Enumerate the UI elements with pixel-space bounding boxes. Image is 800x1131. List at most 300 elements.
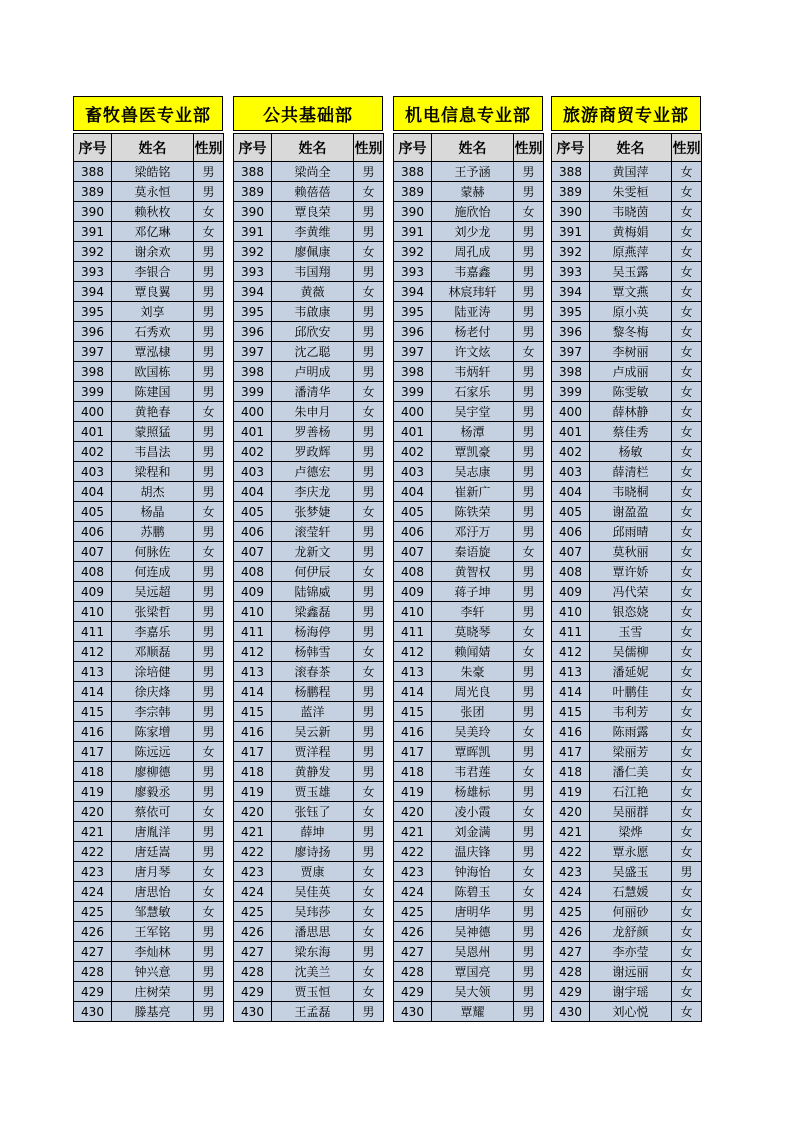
cell-name: 钟兴意 [112, 962, 194, 982]
cell-name: 吴盛玉 [590, 862, 672, 882]
table-row [394, 382, 544, 402]
cell-number: 430 [74, 1002, 112, 1022]
cell-gender: 女 [672, 842, 702, 862]
cell-name: 覃良荣 [272, 202, 354, 222]
cell-name: 莫秋丽 [590, 542, 672, 562]
cell-name: 李树丽 [590, 342, 672, 362]
cell-gender: 女 [672, 222, 702, 242]
cell-number: 392 [74, 242, 112, 262]
cell-gender: 女 [672, 702, 702, 722]
table-row [394, 902, 544, 922]
cell-gender: 女 [194, 542, 224, 562]
cell-number: 401 [394, 422, 432, 442]
cell-name: 刘心悦 [590, 1002, 672, 1022]
cell-gender: 男 [354, 622, 384, 642]
table-row [394, 862, 544, 882]
cell-name: 李灿林 [112, 942, 194, 962]
table-row [234, 542, 384, 562]
cell-number: 388 [234, 162, 272, 182]
cell-gender: 男 [194, 442, 224, 462]
cell-number: 423 [394, 862, 432, 882]
table-row [552, 942, 702, 962]
cell-name: 凌小霞 [432, 802, 514, 822]
cell-gender: 男 [514, 482, 544, 502]
cell-gender: 男 [194, 1002, 224, 1022]
cell-number: 399 [552, 382, 590, 402]
cell-name: 陈碧玉 [432, 882, 514, 902]
cell-name: 陈雯敏 [590, 382, 672, 402]
cell-gender: 男 [514, 822, 544, 842]
cell-name: 黄智权 [432, 562, 514, 582]
cell-gender: 男 [354, 942, 384, 962]
table-row [394, 662, 544, 682]
cell-gender: 女 [514, 722, 544, 742]
cell-number: 420 [552, 802, 590, 822]
cell-number: 422 [394, 842, 432, 862]
cell-gender: 女 [354, 862, 384, 882]
cell-name: 崔新广 [432, 482, 514, 502]
cell-gender: 女 [672, 462, 702, 482]
table-row [74, 162, 224, 182]
table-row [394, 262, 544, 282]
cell-number: 412 [394, 642, 432, 662]
cell-gender: 女 [672, 722, 702, 742]
cell-number: 403 [552, 462, 590, 482]
cell-gender: 女 [354, 182, 384, 202]
cell-number: 405 [552, 502, 590, 522]
table-row [394, 982, 544, 1002]
table-row [552, 322, 702, 342]
cell-number: 421 [394, 822, 432, 842]
cell-number: 395 [234, 302, 272, 322]
cell-name: 吴玉露 [590, 262, 672, 282]
cell-gender: 男 [194, 282, 224, 302]
table-row [552, 742, 702, 762]
cell-number: 404 [394, 482, 432, 502]
cell-number: 412 [234, 642, 272, 662]
cell-name: 薛林静 [590, 402, 672, 422]
cell-name: 杨潭 [432, 422, 514, 442]
cell-number: 423 [74, 862, 112, 882]
table-row [234, 622, 384, 642]
cell-name: 蔡依可 [112, 802, 194, 822]
cell-number: 398 [394, 362, 432, 382]
table-row [74, 782, 224, 802]
table-row [552, 1002, 702, 1022]
table-row [552, 302, 702, 322]
cell-name: 朱豪 [432, 662, 514, 682]
cell-number: 403 [394, 462, 432, 482]
cell-gender: 女 [672, 362, 702, 382]
table-row [552, 862, 702, 882]
cell-name: 薛清栏 [590, 462, 672, 482]
cell-gender: 男 [194, 922, 224, 942]
table-row [394, 782, 544, 802]
cell-name: 朱申月 [272, 402, 354, 422]
cell-gender: 女 [672, 182, 702, 202]
cell-gender: 男 [514, 322, 544, 342]
cell-name: 李亦莹 [590, 942, 672, 962]
cell-name: 唐廷嵩 [112, 842, 194, 862]
cell-number: 414 [552, 682, 590, 702]
table-row [552, 222, 702, 242]
cell-number: 418 [74, 762, 112, 782]
table-row [234, 762, 384, 782]
cell-number: 411 [74, 622, 112, 642]
cell-number: 429 [394, 982, 432, 1002]
cell-gender: 女 [672, 802, 702, 822]
cell-number: 420 [74, 802, 112, 822]
table-row [394, 282, 544, 302]
cell-gender: 女 [354, 662, 384, 682]
cell-gender: 女 [194, 502, 224, 522]
table-row [234, 162, 384, 182]
cell-number: 417 [394, 742, 432, 762]
table-row [552, 282, 702, 302]
cell-name: 潘思思 [272, 922, 354, 942]
cell-gender: 男 [194, 702, 224, 722]
cell-number: 428 [552, 962, 590, 982]
cell-gender: 男 [514, 902, 544, 922]
cell-name: 刘享 [112, 302, 194, 322]
cell-name: 李宗韩 [112, 702, 194, 722]
cell-name: 王孟磊 [272, 1002, 354, 1022]
cell-gender: 男 [514, 442, 544, 462]
cell-name: 石秀欢 [112, 322, 194, 342]
cell-gender: 女 [672, 782, 702, 802]
cell-number: 391 [552, 222, 590, 242]
cell-number: 395 [74, 302, 112, 322]
table-row [74, 662, 224, 682]
cell-number: 427 [234, 942, 272, 962]
table-row [74, 682, 224, 702]
cell-number: 403 [234, 462, 272, 482]
table-row [552, 602, 702, 622]
cell-name: 何脉佐 [112, 542, 194, 562]
table-row [234, 582, 384, 602]
table-row [394, 362, 544, 382]
cell-gender: 男 [194, 662, 224, 682]
cell-name: 杨海停 [272, 622, 354, 642]
cell-number: 408 [552, 562, 590, 582]
cell-number: 426 [234, 922, 272, 942]
cell-name: 庄树荣 [112, 982, 194, 1002]
table-row [552, 542, 702, 562]
cell-gender: 男 [514, 302, 544, 322]
table-row [552, 502, 702, 522]
table-row [394, 442, 544, 462]
table-row [234, 222, 384, 242]
table-row [74, 322, 224, 342]
cell-number: 407 [74, 542, 112, 562]
cell-gender: 男 [514, 362, 544, 382]
cell-number: 390 [394, 202, 432, 222]
cell-name: 陈家增 [112, 722, 194, 742]
cell-gender: 男 [194, 822, 224, 842]
table-row [394, 522, 544, 542]
cell-gender: 女 [672, 402, 702, 422]
cell-number: 396 [74, 322, 112, 342]
cell-gender: 女 [672, 882, 702, 902]
department-block-3 [551, 96, 701, 1022]
cell-name: 卢明成 [272, 362, 354, 382]
table-row [394, 402, 544, 422]
cell-name: 谢盈盈 [590, 502, 672, 522]
table-row [234, 942, 384, 962]
cell-gender: 女 [672, 522, 702, 542]
cell-gender: 女 [672, 482, 702, 502]
cell-number: 415 [394, 702, 432, 722]
cell-gender: 女 [194, 202, 224, 222]
cell-name: 朱雯桓 [590, 182, 672, 202]
cell-number: 396 [394, 322, 432, 342]
cell-number: 419 [74, 782, 112, 802]
table-row [234, 422, 384, 442]
table-row [234, 662, 384, 682]
table-row [234, 522, 384, 542]
table-row [552, 362, 702, 382]
cell-name: 邱雨晴 [590, 522, 672, 542]
cell-name: 黄静发 [272, 762, 354, 782]
table-row [234, 382, 384, 402]
department-block-1 [233, 96, 383, 1022]
table-row [74, 302, 224, 322]
cell-name: 吴云新 [272, 722, 354, 742]
cell-number: 430 [552, 1002, 590, 1022]
cell-number: 393 [552, 262, 590, 282]
table-row [552, 882, 702, 902]
cell-number: 406 [234, 522, 272, 542]
cell-number: 422 [74, 842, 112, 862]
cell-number: 416 [394, 722, 432, 742]
cell-gender: 女 [672, 982, 702, 1002]
cell-name: 韦利芳 [590, 702, 672, 722]
cell-gender: 女 [194, 742, 224, 762]
cell-name: 杨鹏程 [272, 682, 354, 702]
cell-name: 石慧媛 [590, 882, 672, 902]
cell-number: 415 [552, 702, 590, 722]
cell-name: 梁东海 [272, 942, 354, 962]
cell-number: 426 [394, 922, 432, 942]
cell-gender: 女 [672, 922, 702, 942]
cell-name: 吴丽群 [590, 802, 672, 822]
cell-gender: 男 [354, 162, 384, 182]
cell-gender: 男 [194, 942, 224, 962]
table-row [394, 622, 544, 642]
table-row [74, 922, 224, 942]
table-row [234, 362, 384, 382]
cell-number: 398 [234, 362, 272, 382]
col-header-number: 序号 [74, 134, 112, 162]
cell-number: 419 [234, 782, 272, 802]
table-row [74, 942, 224, 962]
cell-gender: 男 [354, 522, 384, 542]
cell-gender: 男 [194, 582, 224, 602]
table-row [74, 262, 224, 282]
cell-name: 叶鹏佳 [590, 682, 672, 702]
cell-gender: 男 [194, 602, 224, 622]
cell-gender: 女 [672, 502, 702, 522]
cell-number: 400 [74, 402, 112, 422]
cell-gender: 女 [672, 422, 702, 442]
department-block-0 [73, 96, 223, 1022]
cell-gender: 女 [672, 602, 702, 622]
table-row [74, 462, 224, 482]
cell-gender: 男 [194, 522, 224, 542]
cell-name: 李轩 [432, 602, 514, 622]
cell-name: 杨晶 [112, 502, 194, 522]
cell-name: 何连成 [112, 562, 194, 582]
cell-gender: 男 [354, 342, 384, 362]
table-row [552, 462, 702, 482]
cell-gender: 男 [194, 162, 224, 182]
cell-gender: 男 [514, 702, 544, 722]
cell-name: 赖秋枚 [112, 202, 194, 222]
cell-name: 吴宇堂 [432, 402, 514, 422]
cell-name: 覃凯豪 [432, 442, 514, 462]
cell-gender: 女 [672, 662, 702, 682]
cell-name: 张钰了 [272, 802, 354, 822]
cell-number: 393 [394, 262, 432, 282]
cell-number: 427 [394, 942, 432, 962]
table-row [234, 842, 384, 862]
cell-gender: 女 [514, 862, 544, 882]
table-row [394, 962, 544, 982]
table-row [552, 182, 702, 202]
cell-number: 410 [552, 602, 590, 622]
table-row [74, 1002, 224, 1022]
cell-name: 温庆锋 [432, 842, 514, 862]
cell-gender: 女 [514, 642, 544, 662]
cell-gender: 男 [194, 382, 224, 402]
cell-name: 陈远远 [112, 742, 194, 762]
cell-name: 梁程和 [112, 462, 194, 482]
table-row [394, 882, 544, 902]
table-row [394, 562, 544, 582]
cell-number: 415 [234, 702, 272, 722]
cell-number: 396 [552, 322, 590, 342]
cell-number: 411 [394, 622, 432, 642]
student-table [73, 133, 224, 1022]
cell-name: 梁烨 [590, 822, 672, 842]
table-row [234, 702, 384, 722]
cell-name: 吴志康 [432, 462, 514, 482]
table-row [74, 182, 224, 202]
col-header-gender: 性别 [354, 134, 384, 162]
table-row [234, 922, 384, 942]
cell-name: 梁丽芳 [590, 742, 672, 762]
cell-gender: 男 [354, 202, 384, 222]
cell-number: 429 [552, 982, 590, 1002]
cell-name: 蔡佳秀 [590, 422, 672, 442]
table-row [234, 302, 384, 322]
cell-gender: 男 [514, 742, 544, 762]
cell-name: 唐明华 [432, 902, 514, 922]
table-row [234, 882, 384, 902]
cell-number: 398 [552, 362, 590, 382]
cell-gender: 男 [514, 182, 544, 202]
cell-number: 414 [234, 682, 272, 702]
cell-gender: 女 [514, 202, 544, 222]
cell-gender: 女 [672, 282, 702, 302]
table-row [552, 642, 702, 662]
cell-number: 390 [552, 202, 590, 222]
table-row [552, 562, 702, 582]
cell-name: 韦炳轩 [432, 362, 514, 382]
cell-gender: 女 [672, 902, 702, 922]
cell-gender: 男 [194, 962, 224, 982]
table-row [394, 702, 544, 722]
table-row [552, 582, 702, 602]
department-title: 机电信息专业部 [393, 96, 543, 131]
cell-gender: 男 [354, 682, 384, 702]
cell-number: 425 [234, 902, 272, 922]
cell-gender: 女 [672, 642, 702, 662]
table-row [234, 642, 384, 662]
cell-number: 392 [394, 242, 432, 262]
table-row [552, 962, 702, 982]
cell-gender: 女 [672, 162, 702, 182]
table-row [234, 962, 384, 982]
cell-name: 邓亿琳 [112, 222, 194, 242]
cell-gender: 女 [514, 762, 544, 782]
cell-gender: 女 [672, 542, 702, 562]
cell-gender: 女 [514, 542, 544, 562]
cell-name: 沈乙聪 [272, 342, 354, 362]
table-row [552, 522, 702, 542]
table-row [394, 602, 544, 622]
cell-name: 韦晓桐 [590, 482, 672, 502]
cell-number: 423 [552, 862, 590, 882]
table-row [552, 922, 702, 942]
cell-name: 潘延妮 [590, 662, 672, 682]
cell-number: 398 [74, 362, 112, 382]
cell-number: 388 [74, 162, 112, 182]
cell-number: 400 [394, 402, 432, 422]
table-row [74, 802, 224, 822]
table-row [234, 242, 384, 262]
table-row [74, 202, 224, 222]
cell-gender: 男 [194, 322, 224, 342]
cell-number: 399 [394, 382, 432, 402]
cell-gender: 男 [514, 242, 544, 262]
cell-gender: 男 [194, 562, 224, 582]
cell-number: 388 [394, 162, 432, 182]
cell-number: 411 [234, 622, 272, 642]
table-row [234, 722, 384, 742]
student-table [551, 133, 702, 1022]
cell-number: 424 [394, 882, 432, 902]
cell-number: 430 [394, 1002, 432, 1022]
cell-name: 唐月琴 [112, 862, 194, 882]
cell-name: 梁尚全 [272, 162, 354, 182]
cell-number: 410 [394, 602, 432, 622]
cell-gender: 男 [194, 262, 224, 282]
cell-gender: 男 [514, 162, 544, 182]
cell-number: 417 [552, 742, 590, 762]
table-row [394, 482, 544, 502]
cell-number: 425 [74, 902, 112, 922]
department-block-2 [393, 96, 543, 1022]
table-row [74, 222, 224, 242]
table-row [234, 442, 384, 462]
cell-gender: 男 [194, 182, 224, 202]
table-row [394, 182, 544, 202]
table-row [394, 642, 544, 662]
cell-name: 梁鑫磊 [272, 602, 354, 622]
cell-number: 407 [552, 542, 590, 562]
table-row [394, 842, 544, 862]
